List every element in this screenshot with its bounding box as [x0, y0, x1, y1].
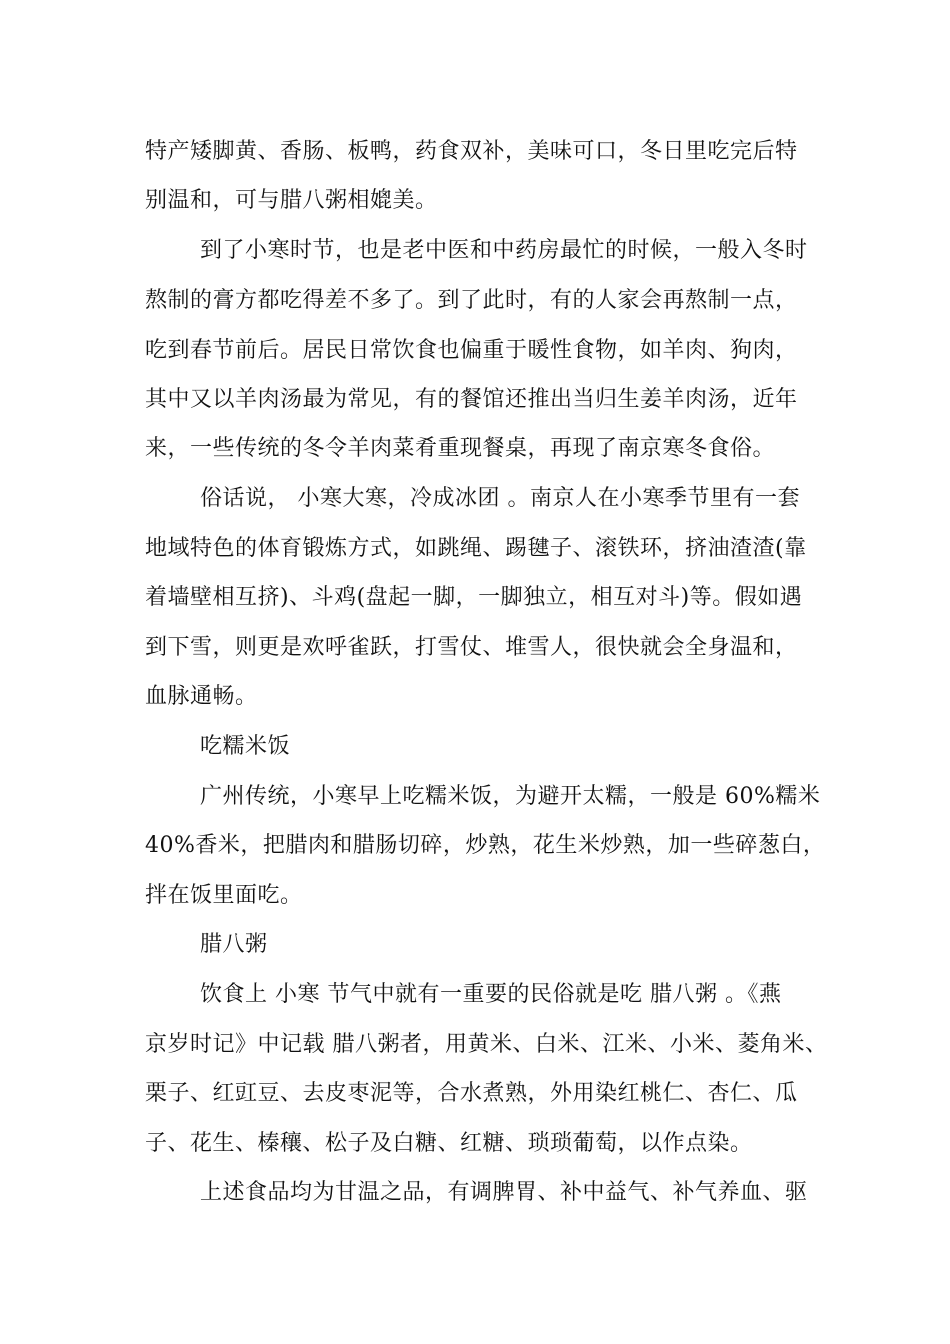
text-line: 血脉通畅。 [145, 684, 258, 709]
text-line: 着墙壁相互挤)、斗鸡(盘起一脚，一脚独立，相互对斗)等。假如遇 [145, 585, 803, 610]
paragraph-first-line: 俗话说， 小寒大寒，冷成冰团 。南京人在小寒季节里有一套 [200, 486, 800, 511]
section-heading: 腊八粥 [200, 932, 268, 957]
paragraph-first-line: 上述食品均为甘温之品，有调脾胃、补中益气、补气养血、驱 [200, 1180, 808, 1205]
text-line: 子、花生、榛穰、松子及白糖、红糖、琐琐葡萄，以作点染。 [145, 1131, 753, 1156]
text-line: 40%香米，把腊肉和腊肠切碎，炒熟，花生米炒熟，加一些碎葱白， [145, 833, 826, 858]
text-line: 熬制的膏方都吃得差不多了。到了此时，有的人家会再熬制一点， [145, 288, 798, 313]
text-line: 到下雪，则更是欢呼雀跃，打雪仗、堆雪人，很快就会全身温和， [145, 635, 798, 660]
text-line: 京岁时记》中记载 腊八粥者，用黄米、白米、江米、小米、菱角米、 [145, 1032, 828, 1057]
paragraph-first-line: 广州传统，小寒早上吃糯米饭，为避开太糯，一般是 60%糯米 [200, 784, 821, 809]
paragraph-first-line: 到了小寒时节，也是老中医和中药房最忙的时候，一般入冬时 [200, 238, 808, 263]
text-line: 地域特色的体育锻炼方式，如跳绳、踢毽子、滚铁环，挤油渣渣(靠 [145, 536, 807, 561]
text-line: 别温和，可与腊八粥相媲美。 [145, 188, 438, 213]
section-heading: 吃糯米饭 [200, 734, 291, 759]
paragraph-first-line: 饮食上 小寒 节气中就有一重要的民俗就是吃 腊八粥 。《燕 [200, 982, 782, 1007]
text-line: 栗子、红豇豆、去皮枣泥等，合水煮熟，外用染红桃仁、杏仁、瓜 [145, 1081, 798, 1106]
text-line: 特产矮脚黄、香肠、板鸭，药食双补，美味可口，冬日里吃完后特 [145, 139, 798, 164]
text-line: 来，一些传统的冬令羊肉菜肴重现餐桌，再现了南京寒冬食俗。 [145, 436, 776, 461]
text-line: 其中又以羊肉汤最为常见，有的餐馆还推出当归生姜羊肉汤，近年 [145, 387, 798, 412]
text-line: 吃到春节前后。居民日常饮食也偏重于暖性食物，如羊肉、狗肉， [145, 338, 798, 363]
text-line: 拌在饭里面吃。 [145, 883, 303, 908]
